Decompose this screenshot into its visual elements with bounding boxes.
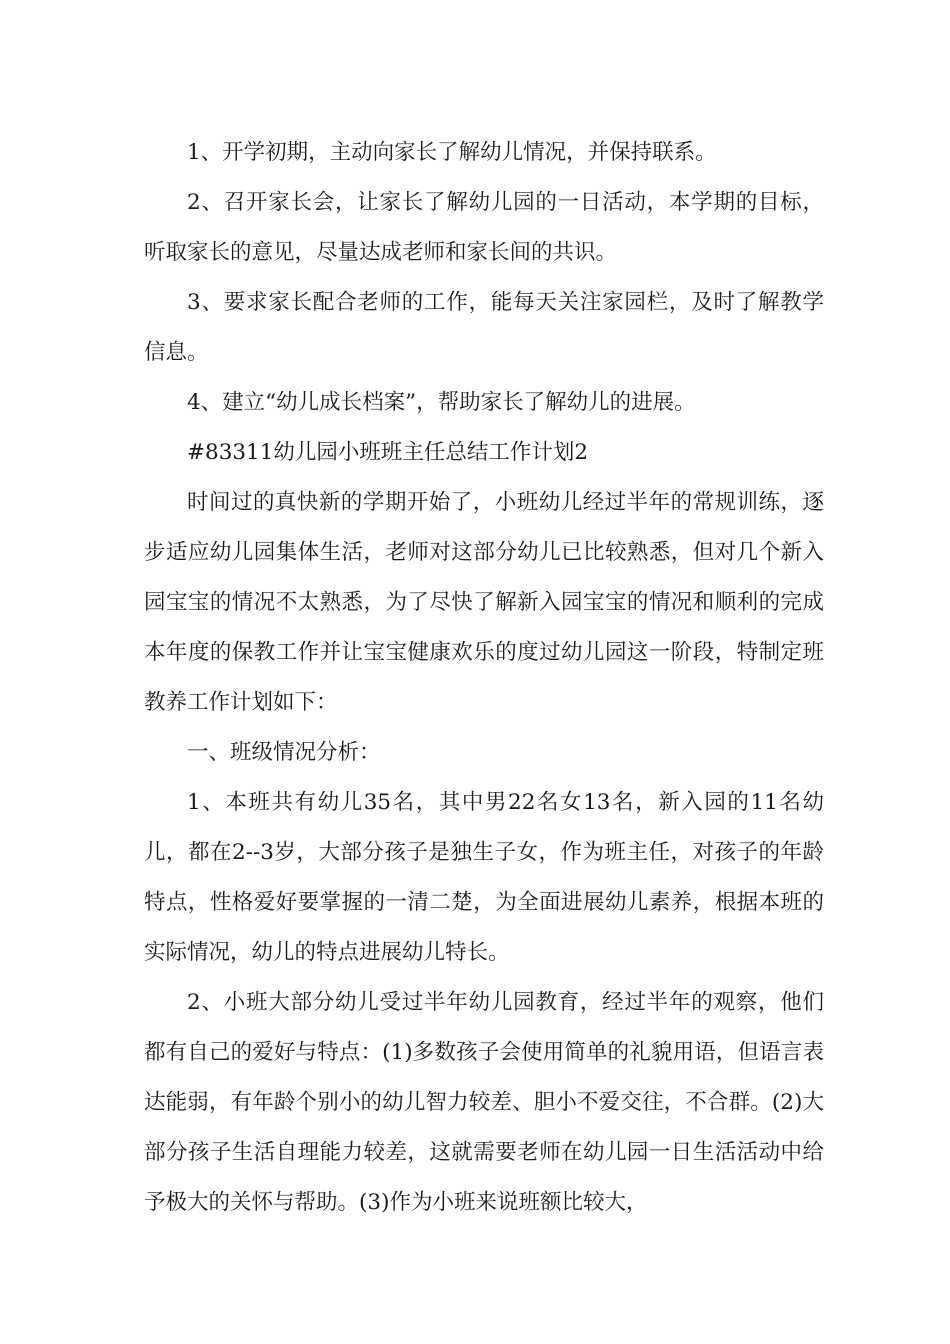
paragraph-parent-cooperation: 3、要求家长配合老师的工作，能每天关注家园栏，及时了解教学信息。 [144,290,824,365]
paragraph-class-characteristics: 2、小班大部分幼儿受过半年幼儿园教育，经过半年的观察，他们都有自己的爱好与特点：(1)多数孩子会使用简单的礼貌用语，但语言表达能弱，有年龄个别小的幼儿智力较差、胆小不爱交往，不合群。(2)大部分孩子生活自理能力较差，这就需要老师在幼儿园一日生活活动中给予极大的关怀与帮助。(3)作为小班来说班额比较大， [144,990,824,1215]
paragraph-intro: 时间过的真快新的学期开始了，小班幼儿经过半年的常规训练，逐步适应幼儿园集体生活，老师对这部分幼儿已比较熟悉，但对几个新入园宝宝的情况不太熟悉，为了尽快了解新入园宝宝的情况和顺利的完成本年度的保教工作并让宝宝健康欢乐的度过幼儿园这一阶段，特制定班教养工作计划如下： [144,490,824,715]
document-body [144,128,824,1228]
section-title: #83311幼儿园小班班主任总结工作计划2 [187,440,589,465]
section-heading-class-analysis: 一、班级情况分析： [187,740,381,765]
paragraph-class-size: 1、本班共有幼儿35名，其中男22名女13名，新入园的11名幼儿，都在2--3岁，大部分孩子是独生子女，作为班主任，对孩子的年龄特点，性格爱好要掌握的一清二楚，为全面进展幼儿素养，根据本班的实际情况，幼儿的特点进展幼儿特长。 [144,790,824,965]
paragraph-growth-archive: 4、建立“幼儿成长档案”，帮助家长了解幼儿的进展。 [187,390,696,415]
paragraph-contact-parents: 1、开学初期，主动向家长了解幼儿情况，并保持联系。 [187,140,717,165]
paragraph-parent-meeting: 2、召开家长会，让家长了解幼儿园的一日活动，本学期的目标，听取家长的意见，尽量达成老师和家长间的共识。 [144,190,824,265]
